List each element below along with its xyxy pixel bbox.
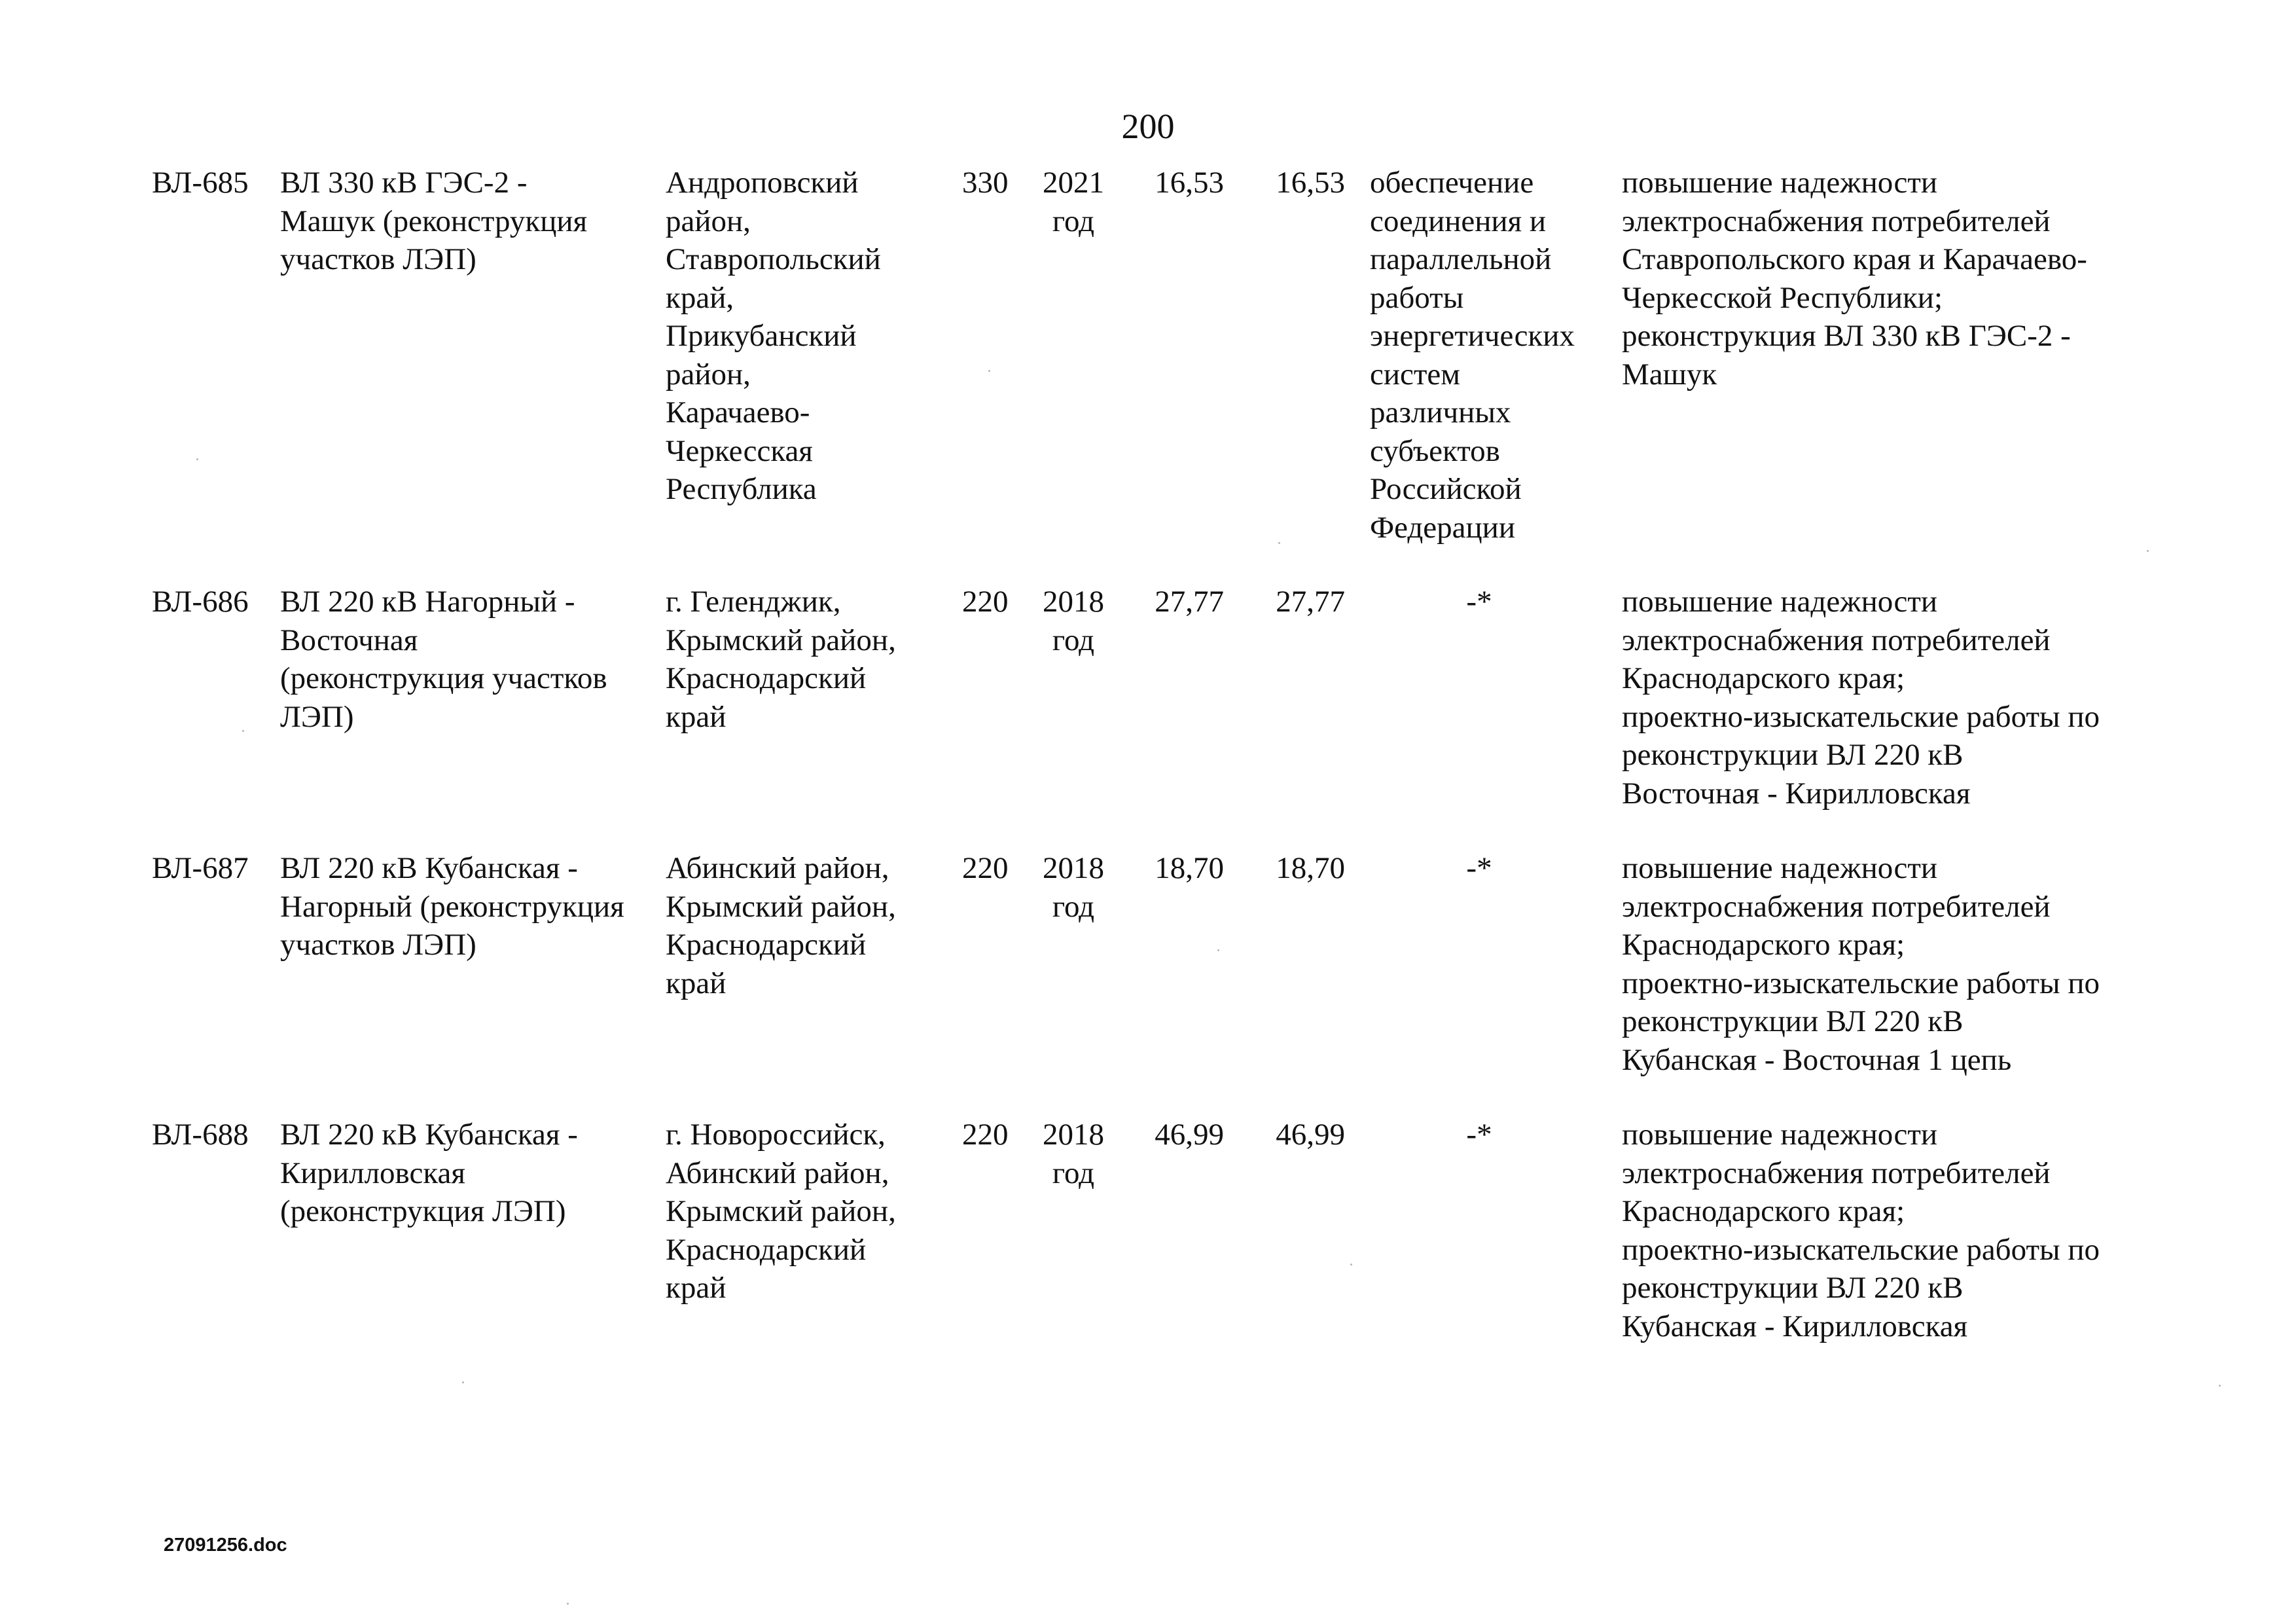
reason: повышение надежности электроснабжения потребителей Краснодарского края; проектно-изыскательские работы по реконструкции ВЛ 220 кВ Кубанская - Кирилловская bbox=[1622, 1118, 2100, 1343]
document-filename: 27091256.doc bbox=[164, 1535, 287, 1556]
year: 2021 год bbox=[1043, 166, 1104, 238]
page-number: 200 bbox=[1121, 107, 1175, 146]
line-name: ВЛ 330 кВ ГЭС-2 - Машук (реконструкция участков ЛЭП) bbox=[280, 166, 588, 276]
purpose: -* bbox=[1466, 1118, 1492, 1152]
location: Абинский район, Крымский район, Краснодарский край bbox=[666, 851, 896, 1000]
purpose: -* bbox=[1466, 585, 1492, 619]
purpose: обеспечение соединения и параллельной работы энергетических систем различных субъектов Российской Федерации bbox=[1370, 166, 1575, 545]
scan-speck bbox=[988, 370, 990, 372]
table-row bbox=[0, 164, 2296, 545]
scan-speck bbox=[2147, 550, 2149, 552]
scan-speck bbox=[567, 1603, 569, 1605]
length-value-2: 46,99 bbox=[1276, 1118, 1345, 1152]
line-code: ВЛ-686 bbox=[152, 585, 249, 619]
scan-speck bbox=[1350, 1264, 1352, 1266]
length-value-2: 27,77 bbox=[1276, 585, 1345, 619]
location: г. Геленджик, Крымский район, Краснодарский край bbox=[666, 585, 896, 734]
line-code: ВЛ-688 bbox=[152, 1118, 249, 1152]
reason: повышение надежности электроснабжения потребителей Краснодарского края; проектно-изыскательские работы по реконструкции ВЛ 220 кВ Восточная - Кирилловская bbox=[1622, 585, 2100, 811]
scan-speck bbox=[242, 730, 244, 732]
length-value-2: 16,53 bbox=[1276, 166, 1345, 200]
scan-speck bbox=[462, 1381, 464, 1383]
year: 2018 год bbox=[1043, 1118, 1104, 1190]
scan-speck bbox=[2219, 1385, 2221, 1387]
purpose: -* bbox=[1466, 851, 1492, 885]
reason: повышение надежности электроснабжения потребителей Ставропольского края и Карачаево- Черкесской Республики; реконструкция ВЛ 330 кВ ГЭС-2 - Машук bbox=[1622, 166, 2087, 392]
voltage: 330 bbox=[962, 166, 1009, 200]
length-value: 46,99 bbox=[1155, 1118, 1224, 1152]
table-row bbox=[0, 1116, 2296, 1482]
year: 2018 год bbox=[1043, 851, 1104, 924]
line-name: ВЛ 220 кВ Кубанская - Нагорный (реконструкция участков ЛЭП) bbox=[280, 851, 624, 962]
length-value: 16,53 bbox=[1155, 166, 1224, 200]
year: 2018 год bbox=[1043, 585, 1104, 657]
reason: повышение надежности электроснабжения потребителей Краснодарского края; проектно-изыскательские работы по реконструкции ВЛ 220 кВ Кубанская - Восточная 1 цепь bbox=[1622, 851, 2100, 1077]
length-value-2: 18,70 bbox=[1276, 851, 1345, 885]
scan-speck bbox=[1217, 949, 1219, 951]
location: г. Новороссийск, Абинский район, Крымский район, Краснодарский край bbox=[666, 1118, 896, 1305]
length-value: 27,77 bbox=[1155, 585, 1224, 619]
location: Андроповский район, Ставропольский край, Прикубанский район, Карачаево- Черкесская Республика bbox=[666, 166, 881, 506]
line-code: ВЛ-685 bbox=[152, 166, 249, 200]
length-value: 18,70 bbox=[1155, 851, 1224, 885]
scan-speck bbox=[1278, 542, 1280, 544]
voltage: 220 bbox=[962, 1118, 1009, 1152]
scan-speck bbox=[196, 458, 198, 460]
voltage: 220 bbox=[962, 851, 1009, 885]
voltage: 220 bbox=[962, 585, 1009, 619]
line-name: ВЛ 220 кВ Кубанская - Кирилловская (реконструкция ЛЭП) bbox=[280, 1118, 578, 1228]
line-code: ВЛ-687 bbox=[152, 851, 249, 885]
line-name: ВЛ 220 кВ Нагорный - Восточная (реконструкция участков ЛЭП) bbox=[280, 585, 607, 734]
